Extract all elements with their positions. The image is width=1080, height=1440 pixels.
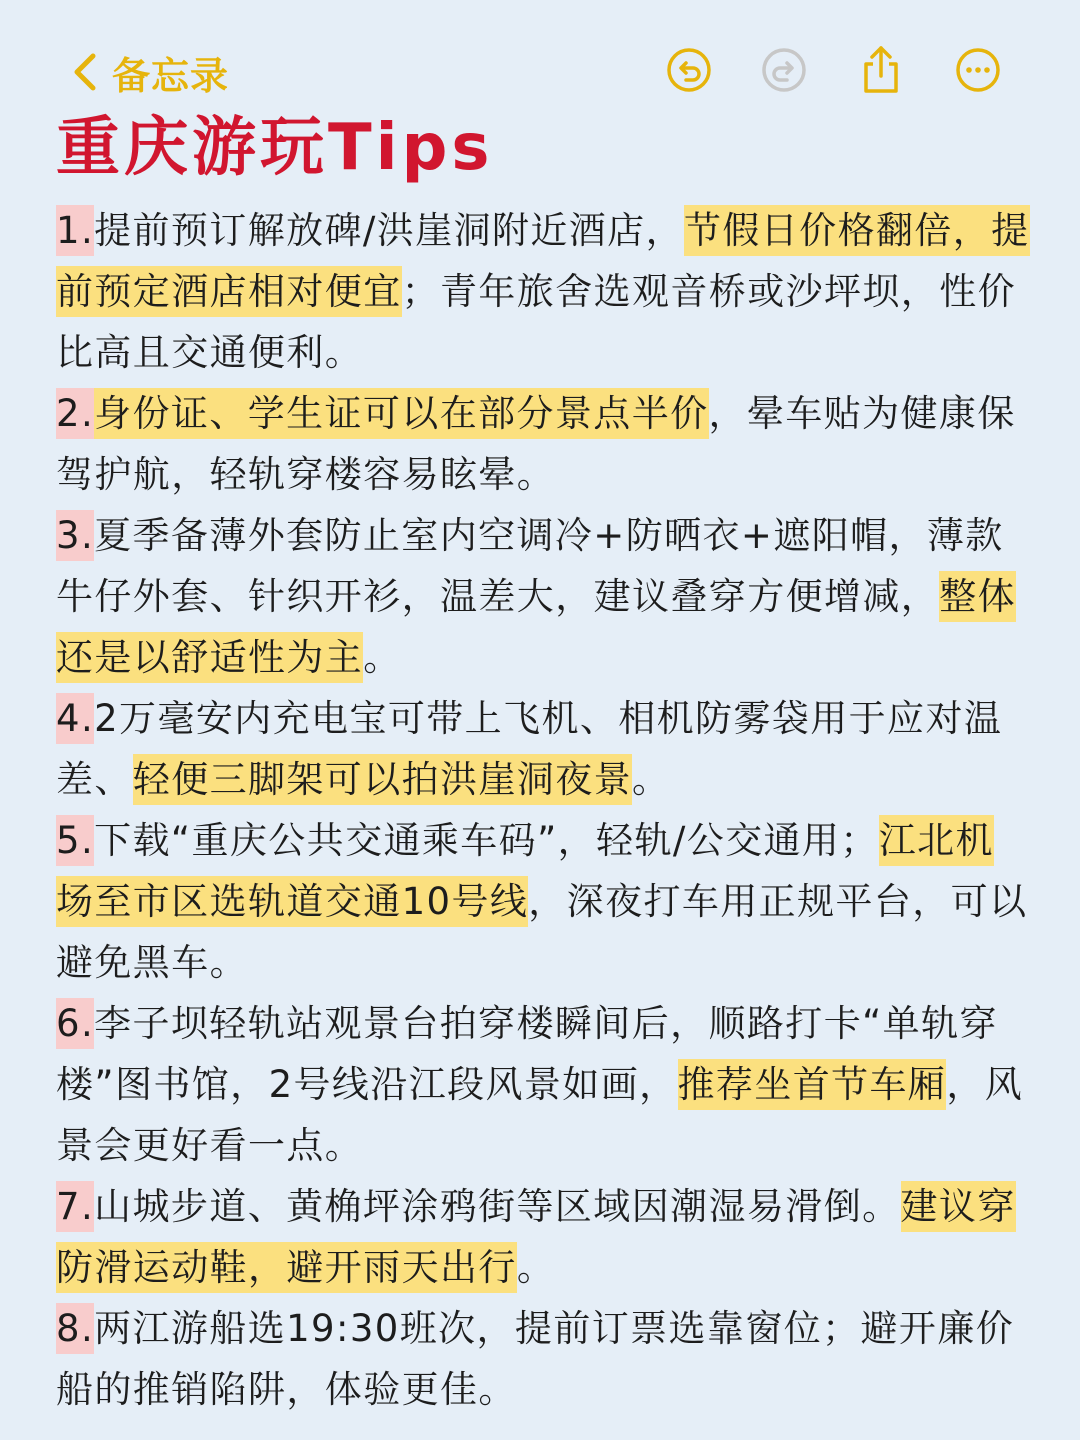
tip-number: 6. [56,998,94,1049]
tip-text: 。 [516,1246,556,1289]
redo-icon [760,46,808,94]
tip-text: ；青年旅舍选观音桥或沙坪坝，性价比高且交通便利。 [56,270,1017,374]
tip-number: 3. [56,510,94,561]
tip-number: 2. [56,388,94,439]
back-button[interactable] [72,42,229,102]
tip-number: 4. [56,693,94,744]
tip-item [56,810,1032,993]
undo-button[interactable] [665,46,713,94]
redo-button[interactable] [760,46,808,94]
tip-number: 5. [56,815,94,866]
tip-item [56,200,1032,383]
tip-item [56,383,1032,505]
tip-highlight-text: 建议穿防滑运动鞋，避开雨天出行 [56,1181,1016,1293]
tip-number: 8. [56,1303,94,1354]
tip-text: 。 [363,636,402,679]
tip-item [56,1176,1032,1298]
tip-item [56,505,1032,688]
tip-item [56,688,1032,810]
note-title: 重庆游玩Tips [56,111,494,185]
tip-text: 。 [632,758,671,801]
tip-text: 两江游船选19:30班次，提前订票选靠窗位；避开廉价船的推销陷阱，体验更佳。 [56,1307,1015,1411]
more-button[interactable] [954,46,1002,94]
tip-item [56,1298,1032,1420]
tip-highlight-text: 身份证、学生证可以在部分景点半价 [94,388,708,439]
tip-item [56,993,1032,1176]
tips-list [56,200,1032,1420]
tip-text: 夏季备薄外套防止室内空调冷+防晒衣+遮阳帽，薄款牛仔外套、针织开衫，温差大，建议叠穿方便增减， [56,514,1004,618]
tip-text: 下载“重庆公共交通乘车码”，轻轨/公交通用； [94,819,879,862]
tip-highlight-text: 轻便三脚架可以拍洪崖洞夜景 [133,754,632,805]
back-label: 备忘录 [112,53,230,98]
tip-number: 7. [56,1181,94,1232]
tip-highlight-text: 整体还是以舒适性为主 [56,571,1016,683]
share-button[interactable] [857,46,905,94]
undo-icon [665,46,713,94]
tip-text: 2万毫安内充电宝可带上飞机、相机防雾袋用于应对温差、 [56,697,1003,801]
tip-text: ，风景会更好看一点。 [56,1063,1024,1167]
chevron-left-icon [72,52,98,92]
tip-number: 1. [56,205,94,256]
tip-text: ，晕车贴为健康保驾护航，轻轨穿楼容易眩晕。 [56,392,1016,496]
navigation-bar [0,38,1080,104]
more-icon [954,46,1002,94]
tip-text: 山城步道、黄桷坪涂鸦街等区域因潮湿易滑倒。 [94,1185,901,1228]
share-icon [857,44,905,96]
tip-text: 提前预订解放碑/洪崖洞附近酒店， [94,209,684,252]
tip-highlight-text: 节假日价格翻倍，提前预定酒店相对便宜 [56,205,1030,317]
tip-text: 李子坝轻轨站观景台拍穿楼瞬间后，顺路打卡“单轨穿楼”图书馆，2号线沿江段风景如画， [56,1002,998,1106]
tip-highlight-text: 推荐坐首节车厢 [678,1059,947,1110]
tip-text: ，深夜打车用正规平台，可以避免黑车。 [56,880,1028,984]
tip-highlight-text: 江北机场至市区选轨道交通10号线 [56,815,994,927]
